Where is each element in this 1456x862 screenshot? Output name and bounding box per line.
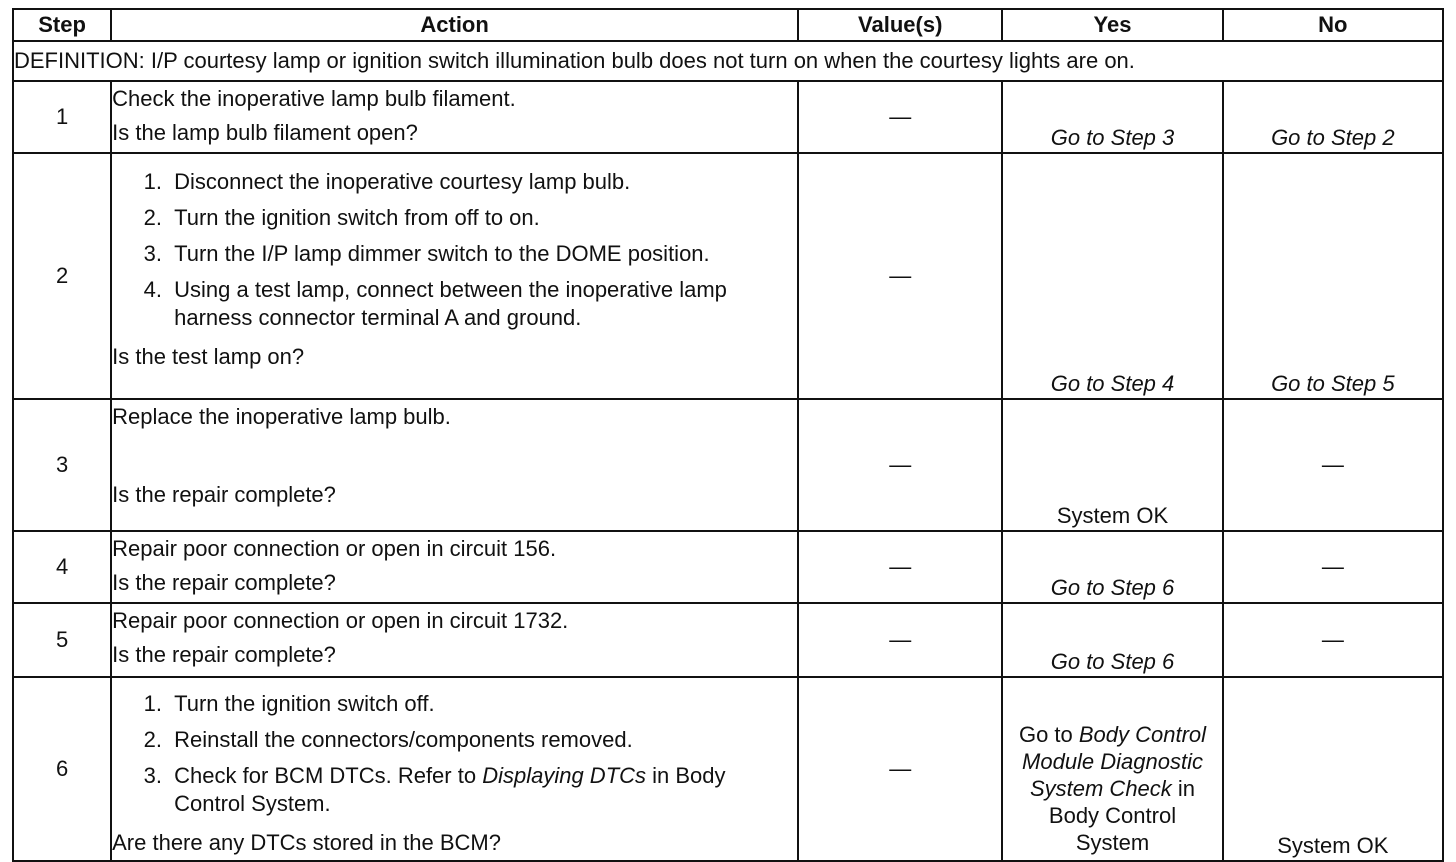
action-cell [111,531,798,603]
yes-cell: Go to Body Control Module Diagnostic System Check in Body Control System [1002,677,1222,861]
no-cell: System OK [1223,677,1443,861]
step-number: 5 [13,603,111,677]
action-cell [111,153,798,399]
action-step-item: 2. Turn the ignition switch from off to on. [168,204,797,232]
table-row [13,531,1443,603]
reference-link-text: Displaying DTCs [482,763,647,788]
table-row [13,153,1443,399]
step-number: 6 [13,677,111,861]
action-text: Repair poor connection or open in circuit 156. [112,536,557,561]
yes-cell: Go to Step 3 [1002,81,1222,153]
no-cell: — [1223,399,1443,531]
action-text: Repair poor connection or open in circuit 1732. [112,608,569,633]
no-cell: — [1223,603,1443,677]
reference-link-text: Body Control Module Diagnostic System Check [1022,722,1207,801]
table-row [13,81,1443,153]
value-cell: — [798,531,1002,603]
action-question: Is the lamp bulb filament open? [112,120,418,145]
action-cell [111,81,798,153]
action-question: Is the test lamp on? [112,344,305,369]
step-number: 4 [13,531,111,603]
value-cell: — [798,153,1002,399]
value-cell: — [798,399,1002,531]
header-row [13,9,1443,41]
header-values: Value(s) [798,9,1002,41]
diagnostic-table [12,8,1444,862]
action-question: Is the repair complete? [112,642,336,667]
action-step-item: 1. Disconnect the inoperative courtesy lamp bulb. [168,168,797,196]
yes-cell: System OK [1002,399,1222,531]
step-number: 3 [13,399,111,531]
action-text: Check the inoperative lamp bulb filament. [112,86,516,111]
action-step-item: 3. Check for BCM DTCs. Refer to Displaying DTCs in Body Control System. [168,762,797,818]
step-number: 2 [13,153,111,399]
yes-cell: Go to Step 6 [1002,603,1222,677]
value-cell: — [798,603,1002,677]
definition-text: DEFINITION: I/P courtesy lamp or ignition switch illumination bulb does not turn on when the courtesy lights are on. [13,41,1443,81]
definition-row [13,41,1443,81]
action-cell [111,603,798,677]
step-number: 1 [13,81,111,153]
action-text: Replace the inoperative lamp bulb. [112,404,451,429]
no-cell: — [1223,531,1443,603]
no-cell: Go to Step 2 [1223,81,1443,153]
action-steps-list [112,690,797,818]
table-row [13,399,1443,531]
action-question: Is the repair complete? [112,482,336,507]
no-cell: Go to Step 5 [1223,153,1443,399]
action-steps-list [112,168,797,332]
value-cell: — [798,81,1002,153]
action-step-item: 1. Turn the ignition switch off. [168,690,797,718]
value-cell: — [798,677,1002,861]
action-question: Are there any DTCs stored in the BCM? [112,830,501,855]
action-cell [111,677,798,861]
yes-cell: Go to Step 4 [1002,153,1222,399]
action-step-item: 3. Turn the I/P lamp dimmer switch to the DOME position. [168,240,797,268]
header-no: No [1223,9,1443,41]
table-row [13,677,1443,861]
header-step: Step [13,9,111,41]
header-action: Action [111,9,798,41]
action-cell [111,399,798,531]
yes-cell: Go to Step 6 [1002,531,1222,603]
action-step-item: 2. Reinstall the connectors/components removed. [168,726,797,754]
header-yes: Yes [1002,9,1222,41]
action-question: Is the repair complete? [112,570,336,595]
table-row [13,603,1443,677]
action-step-item: 4. Using a test lamp, connect between the inoperative lamp harness connector terminal A and ground. [168,276,797,332]
